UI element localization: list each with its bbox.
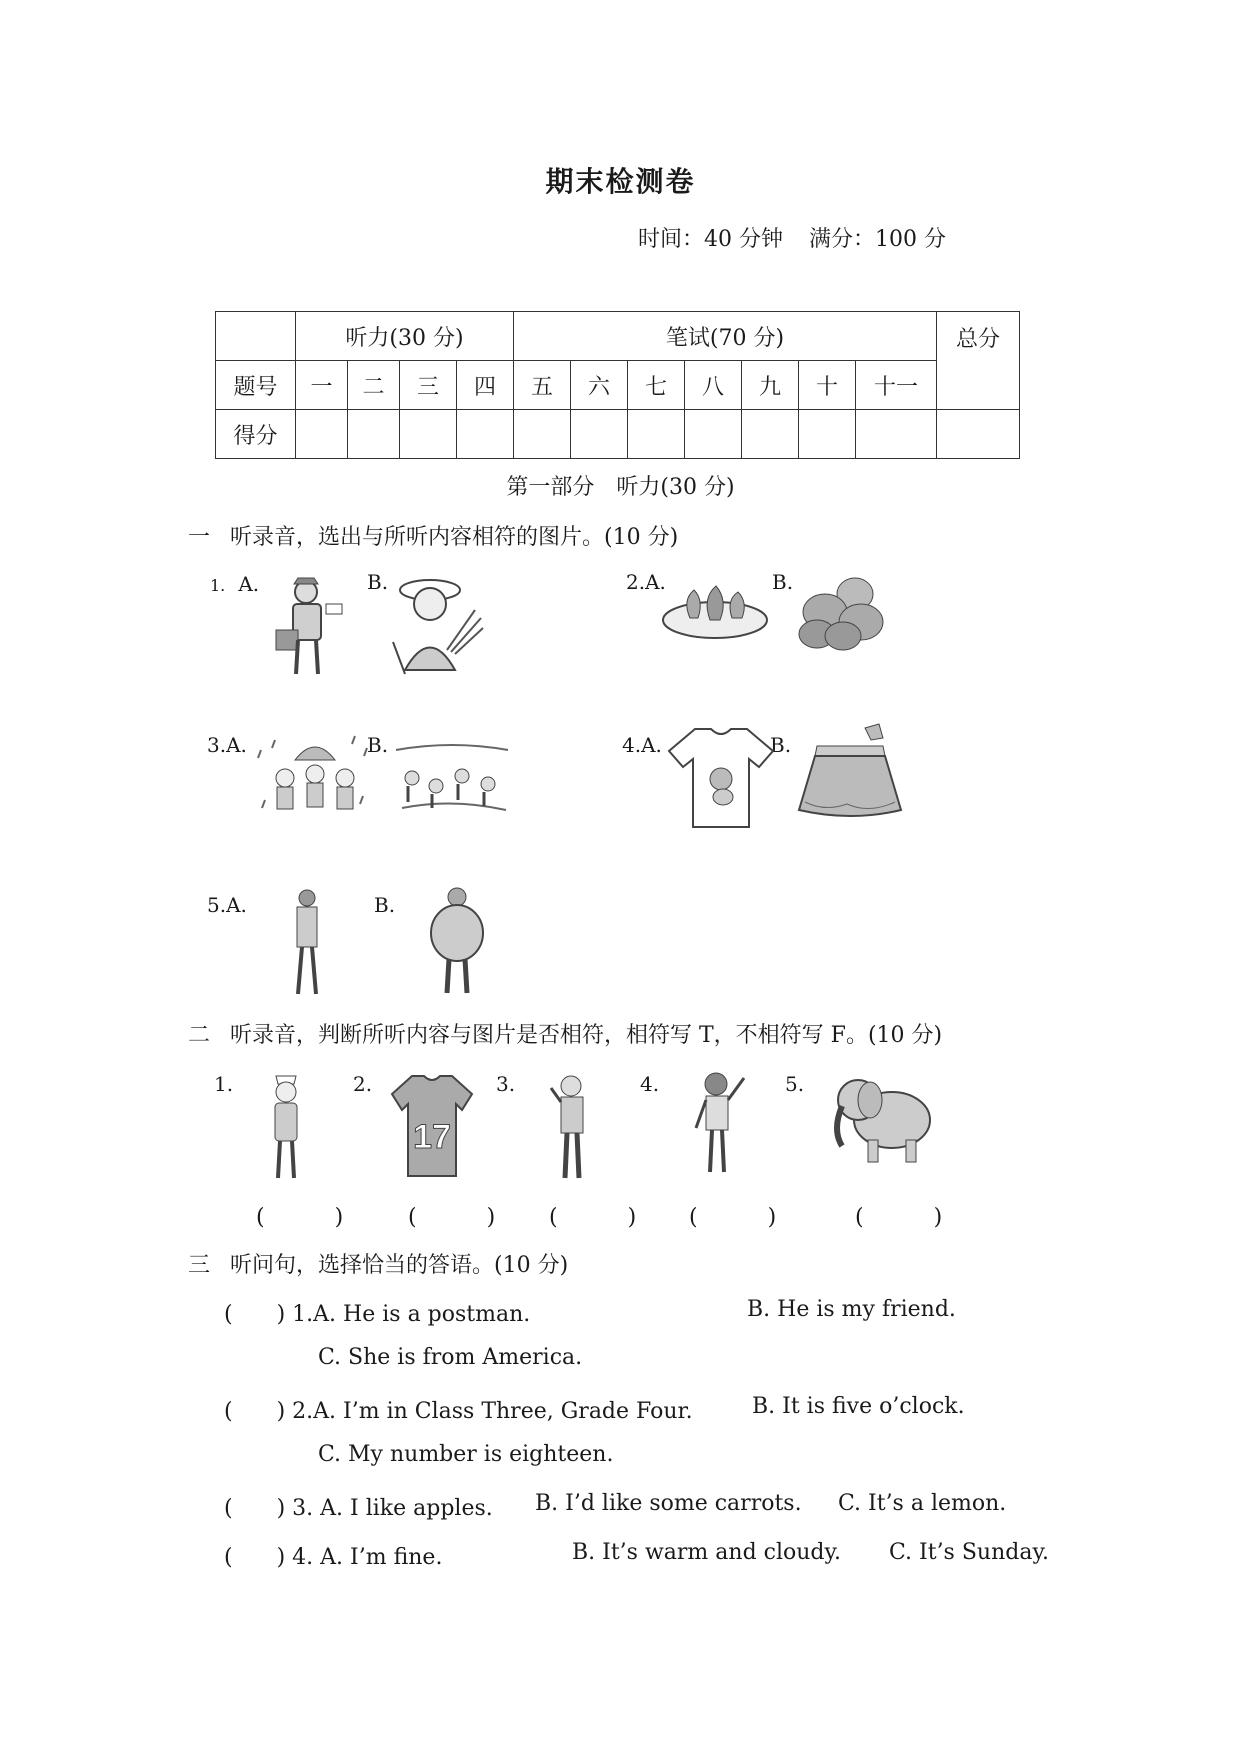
option-a: A. I’m fine. <box>320 1545 443 1570</box>
score-input-cell[interactable] <box>514 410 571 459</box>
option-b: B. It is five o’clock. <box>752 1394 965 1419</box>
q2-label-1: 1. <box>214 1072 234 1096</box>
nurse-picture <box>258 1070 314 1182</box>
option-b: B. I’d like some carrots. <box>535 1491 802 1516</box>
number-cell: 十 <box>799 361 856 410</box>
skirt-picture <box>795 722 905 822</box>
score-input-cell[interactable] <box>742 410 799 459</box>
exam-time: 时间：40 分钟 <box>638 227 783 252</box>
option-b-label[interactable]: B. <box>374 893 396 917</box>
item-number: 5. <box>207 893 227 917</box>
option-c: C. It’s Sunday. <box>889 1540 1049 1565</box>
option-a-label[interactable]: A. <box>226 893 247 917</box>
q2-answer-blank-2[interactable]: ( ) <box>408 1205 520 1230</box>
score-input-cell[interactable] <box>571 410 628 459</box>
number-cell: 六 <box>571 361 628 410</box>
score-input-cell[interactable] <box>348 410 400 459</box>
option-a-label[interactable]: A. <box>641 733 662 757</box>
q2-heading <box>188 1018 942 1049</box>
q3-item-3 <box>224 1491 493 1522</box>
answer-blank[interactable]: ( ) <box>224 1302 286 1327</box>
writing-header: 笔试(70 分) <box>514 312 937 361</box>
item-number: 1. <box>210 576 226 595</box>
option-b: B. It’s warm and cloudy. <box>572 1540 841 1565</box>
item-number: 3. <box>292 1496 314 1521</box>
q2-instruction: 听录音，判断所听内容与图片是否相符，相符写 T，不相符写 F。(10 分) <box>230 1023 943 1048</box>
number-row-label: 题号 <box>216 361 296 410</box>
score-input-cell[interactable] <box>296 410 348 459</box>
potatoes-picture <box>793 572 893 652</box>
children-in-rain-picture <box>255 730 375 830</box>
item-number: 4. <box>622 733 642 757</box>
option-b-label[interactable]: B. <box>770 733 792 757</box>
number-cell: 一 <box>296 361 348 410</box>
number-cell: 五 <box>514 361 571 410</box>
q3-item-1 <box>224 1297 530 1328</box>
elephant-picture <box>828 1070 938 1170</box>
score-input-cell[interactable] <box>685 410 742 459</box>
q2-label-5: 5. <box>785 1072 805 1096</box>
q1-item-4 <box>622 733 662 757</box>
number-cell: 二 <box>348 361 400 410</box>
heavy-woman-picture <box>425 885 489 997</box>
option-a-label[interactable]: A. <box>645 570 666 594</box>
score-row-label: 得分 <box>216 410 296 459</box>
option-a: A. He is a postman. <box>313 1302 531 1327</box>
item-number: 4. <box>292 1545 314 1570</box>
q1-item-1 <box>210 572 259 596</box>
q3-item-2 <box>224 1394 693 1425</box>
score-table <box>215 311 1020 459</box>
number-cell: 七 <box>628 361 685 410</box>
q2-answer-blank-3[interactable]: ( ) <box>549 1205 661 1230</box>
q2-answer-blank-5[interactable]: ( ) <box>855 1205 967 1230</box>
boy-with-cold-picture <box>545 1072 597 1182</box>
score-input-cell[interactable] <box>457 410 514 459</box>
item-number: 1. <box>292 1302 314 1327</box>
q3-number: 三 <box>188 1253 211 1278</box>
q1-item-5 <box>207 893 247 917</box>
answer-blank[interactable]: ( ) <box>224 1496 286 1521</box>
total-header: 总分 <box>937 312 1020 410</box>
q3-instruction: 听问句，选择恰当的答语。(10 分) <box>230 1253 569 1278</box>
score-input-cell[interactable] <box>400 410 457 459</box>
pears-picture <box>660 580 770 642</box>
option-a-label[interactable]: A. <box>238 572 260 596</box>
number-cell: 十一 <box>856 361 937 410</box>
corner-cell <box>216 312 296 361</box>
q1-heading <box>188 520 678 551</box>
option-b: B. He is my friend. <box>747 1297 956 1322</box>
number-cell: 四 <box>457 361 514 410</box>
postman-picture <box>268 570 348 682</box>
q2-label-4: 4. <box>640 1072 660 1096</box>
exam-meta <box>638 222 946 253</box>
farmer-woman-picture <box>385 570 485 680</box>
number-cell: 九 <box>742 361 799 410</box>
number-cell: 三 <box>400 361 457 410</box>
thin-man-picture <box>282 888 332 998</box>
q2-answer-blank-4[interactable]: ( ) <box>689 1205 801 1230</box>
score-input-cell[interactable] <box>856 410 937 459</box>
option-a: A. I like apples. <box>320 1496 493 1521</box>
option-c: C. It’s a lemon. <box>838 1491 1007 1516</box>
option-a-label[interactable]: A. <box>226 733 247 757</box>
q2-label-3: 3. <box>496 1072 516 1096</box>
jersey-number: 17 <box>413 1118 451 1156</box>
total-score-cell[interactable] <box>937 410 1020 459</box>
q1-instruction: 听录音，选出与所听内容相符的图片。(10 分) <box>230 525 679 550</box>
page-title: 期末检测卷 <box>545 165 696 198</box>
q3-heading <box>188 1248 568 1279</box>
score-input-cell[interactable] <box>799 410 856 459</box>
children-playing-outdoors-picture <box>392 738 512 818</box>
item-number: 2. <box>626 570 646 594</box>
boy-waving-picture <box>688 1068 750 1176</box>
number-cell: 八 <box>685 361 742 410</box>
q1-number: 一 <box>188 525 211 550</box>
option-a: A. I’m in Class Three, Grade Four. <box>313 1399 693 1424</box>
option-c: C. My number is eighteen. <box>318 1442 614 1467</box>
exam-full-score: 满分：100 分 <box>809 227 946 252</box>
score-input-cell[interactable] <box>628 410 685 459</box>
option-c: C. She is from America. <box>318 1345 583 1370</box>
part1-title: 第一部分 听力(30 分) <box>506 475 735 500</box>
q2-answer-blank-1[interactable]: ( ) <box>256 1205 368 1230</box>
q1-item-3 <box>207 733 247 757</box>
option-b-label[interactable]: B. <box>367 570 389 594</box>
answer-blank[interactable]: ( ) <box>224 1399 286 1424</box>
listening-header: 听力(30 分) <box>296 312 514 361</box>
option-b-label[interactable]: B. <box>772 570 794 594</box>
option-b-label[interactable]: B. <box>367 733 389 757</box>
item-number: 2. <box>292 1399 314 1424</box>
monkey-t-shirt-picture <box>665 725 777 831</box>
item-number: 3. <box>207 733 227 757</box>
q2-number: 二 <box>188 1023 211 1048</box>
q2-label-2: 2. <box>353 1072 373 1096</box>
jersey-picture <box>388 1072 476 1180</box>
answer-blank[interactable]: ( ) <box>224 1545 286 1570</box>
q3-item-4 <box>224 1540 442 1571</box>
